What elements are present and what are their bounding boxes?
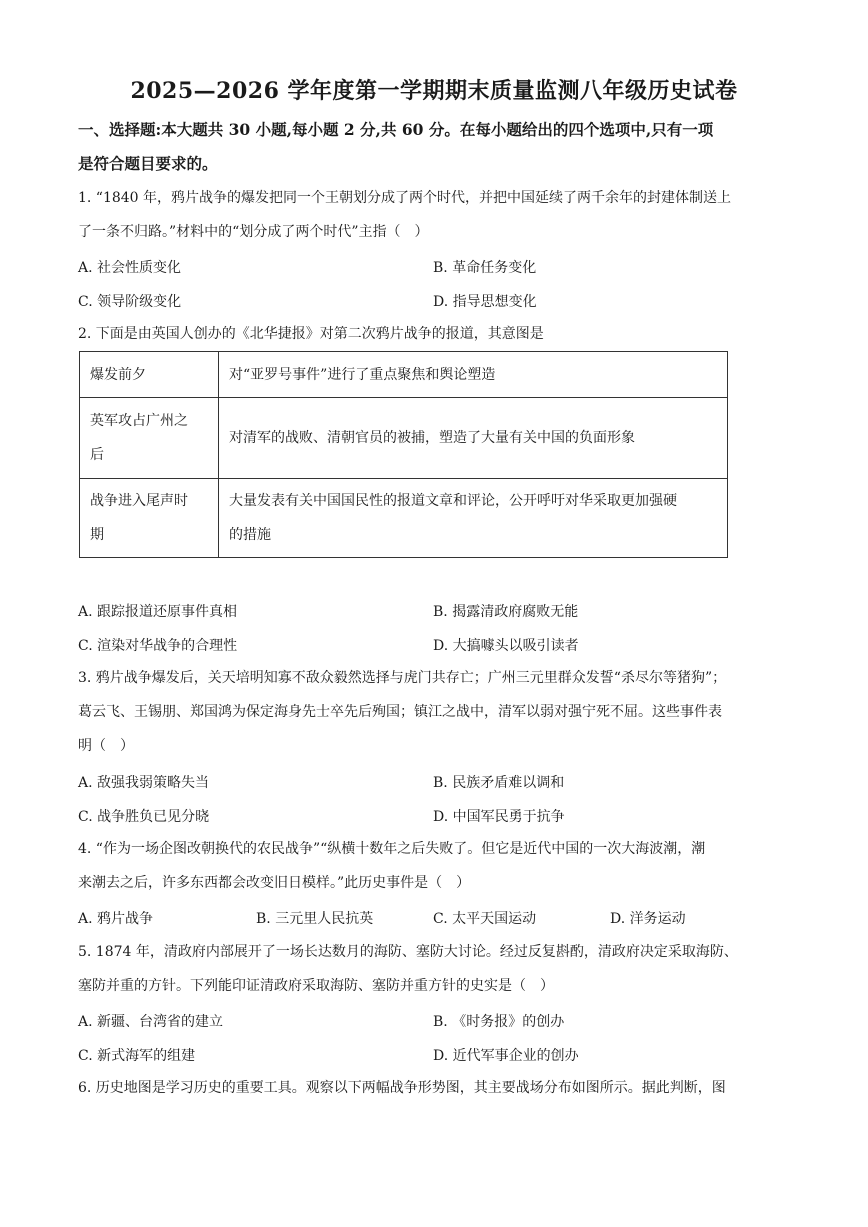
question-2-stem: 2. 下面是由英国人创办的《北华捷报》对第二次鸦片战争的报道，其意图是	[78, 326, 544, 342]
q5-option-a: A. 新疆、台湾省的建立	[78, 1014, 224, 1030]
table-cell-period: 爆发前夕	[80, 352, 219, 398]
q1-option-c: C. 领导阶级变化	[78, 294, 182, 310]
q2-option-c: C. 渲染对华战争的合理性	[78, 638, 238, 654]
q3-option-c: C. 战争胜负已见分晓	[78, 809, 210, 825]
table-row	[80, 352, 728, 398]
table-row	[80, 398, 728, 479]
q5-option-d: D. 近代军事企业的创办	[433, 1048, 579, 1064]
table-cell-period: 战争进入尾声时 期	[80, 479, 219, 558]
question-3-line1: 3. 鸦片战争爆发后，关天培明知寡不敌众毅然选择与虎门共存亡；广州三元里群众发誓“杀尽尔等猪狗”；	[78, 670, 727, 686]
question-1-line1: 1. “1840 年，鸦片战争的爆发把同一个王朝划分成了两个时代，并把中国延续了两千余年的封建体制送上	[78, 190, 732, 206]
q4-option-c: C. 太平天国运动	[433, 911, 537, 927]
q5-option-c: C. 新式海军的组建	[78, 1048, 196, 1064]
q1-option-d: D. 指导思想变化	[433, 294, 537, 310]
question-1-line2: 了一条不归路。”材料中的“划分成了两个时代”主指（ ）	[78, 224, 429, 240]
question-3-line2: 葛云飞、王锡朋、郑国鸿为保定海身先士卒先后殉国；镇江之战中，清军以弱对强宁死不屈。这些事件表	[78, 704, 722, 720]
q1-option-b: B. 革命任务变化	[433, 260, 537, 276]
q3-option-a: A. 敌强我弱策略失当	[78, 775, 210, 791]
q2-option-a: A. 跟踪报道还原事件真相	[78, 604, 238, 620]
q3-option-b: B. 民族矛盾难以调和	[433, 775, 565, 791]
q4-option-d: D. 洋务运动	[610, 911, 686, 927]
table-row	[80, 479, 728, 558]
q4-option-b: B. 三元里人民抗英	[256, 911, 374, 927]
question-3-line3: 明（ ）	[78, 738, 134, 754]
section-heading-line2: 是符合题目要求的。	[78, 154, 218, 173]
q1-option-a: A. 社会性质变化	[78, 260, 182, 276]
table-cell-content: 对清军的战败、清朝官员的被捕，塑造了大量有关中国的负面形象	[219, 398, 728, 479]
table-cell-content: 对“亚罗号事件”进行了重点聚焦和舆论塑造	[219, 352, 728, 398]
question-5-line2: 塞防并重的方针。下列能印证清政府采取海防、塞防并重方针的史实是（ ）	[78, 978, 554, 994]
q2-option-d: D. 大搞噱头以吸引读者	[433, 638, 579, 654]
question-4-line1: 4. “作为一场企图改朝换代的农民战争”“纵横十数年之后失败了。但它是近代中国的一次大海波潮，潮	[78, 841, 706, 857]
q3-option-d: D. 中国军民勇于抗争	[433, 809, 565, 825]
exam-title: 2025—2026 学年度第一学期期末质量监测八年级历史试卷	[130, 78, 738, 104]
report-table	[79, 351, 728, 558]
question-5-line1: 5. 1874 年，清政府内部展开了一场长达数月的海防、塞防大讨论。经过反复斟酌，清政府决定采取海防、	[78, 944, 738, 960]
q2-option-b: B. 揭露清政府腐败无能	[433, 604, 579, 620]
section-heading-line1: 一、选择题:本大题共 30 小题,每小题 2 分,共 60 分。在每小题给出的四个选项中,只有一项	[78, 120, 714, 139]
question-6-line1: 6. 历史地图是学习历史的重要工具。观察以下两幅战争形势图，其主要战场分布如图所示。据此判断，图	[78, 1080, 726, 1096]
q4-option-a: A. 鸦片战争	[78, 911, 154, 927]
table-cell-period: 英军攻占广州之 后	[80, 398, 219, 479]
q5-option-b: B. 《时务报》的创办	[433, 1014, 565, 1030]
table-cell-content: 大量发表有关中国国民性的报道文章和评论，公开呼吁对华采取更加强硬 的措施	[219, 479, 728, 558]
question-4-line2: 来潮去之后，许多东西都会改变旧日模样。”此历史事件是（ ）	[78, 875, 471, 891]
